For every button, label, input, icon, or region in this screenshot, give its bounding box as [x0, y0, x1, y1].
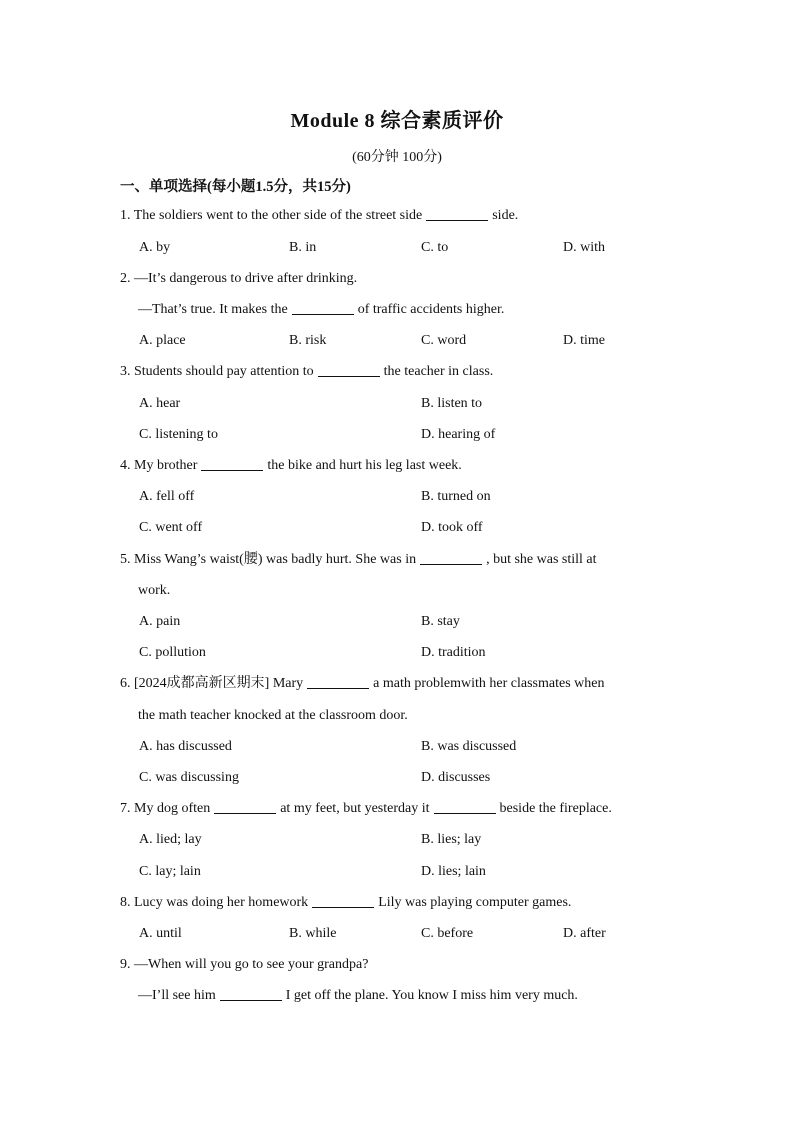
question-1-option-a: A. by [139, 240, 171, 255]
question-5-stem: 5. Miss Wang’s waist(腰) was badly hurt. She was in , but she was still at [120, 552, 597, 567]
question-1-option-d: D. with [563, 240, 605, 255]
answer-blank [201, 456, 263, 471]
question-7-stem: 7. My dog often at my feet, but yesterday it beside the fireplace. [120, 801, 612, 816]
question-5-option-c: C. pollution [139, 645, 206, 660]
question-4-option-d: D. took off [421, 520, 483, 535]
question-7-option-d: D. lies; lain [421, 864, 486, 879]
question-2-option-b: B. risk [289, 333, 327, 348]
question-8-option-a: A. until [139, 926, 182, 941]
time-and-score: (60分钟 100分) [352, 150, 442, 165]
question-2-stem: 2. —It’s dangerous to drive after drinking. [120, 271, 358, 286]
answer-blank [434, 799, 496, 814]
question-5-stem-continued: work. [138, 583, 171, 598]
question-4-option-c: C. went off [139, 520, 203, 535]
question-7-option-a: A. lied; lay [139, 832, 202, 847]
section-heading: 一、单项选择(每小题1.5分，共15分) [120, 179, 351, 195]
question-5-option-b: B. stay [421, 614, 460, 629]
answer-blank [312, 893, 374, 908]
question-4-option-a: A. fell off [139, 489, 195, 504]
answer-blank [420, 550, 482, 565]
question-9-response: —I’ll see him I get off the plane. You know I miss him very much. [138, 988, 578, 1003]
question-1-option-b: B. in [289, 240, 317, 255]
page-title: Module 8 综合素质评价 [290, 110, 504, 132]
question-6-stem-continued: the math teacher knocked at the classroom door. [138, 708, 408, 723]
question-3-stem: 3. Students should pay attention to the teacher in class. [120, 364, 494, 379]
question-1-option-c: C. to [421, 240, 449, 255]
question-4-option-b: B. turned on [421, 489, 491, 504]
question-2-option-d: D. time [563, 333, 605, 348]
answer-blank [318, 362, 380, 377]
question-6-option-c: C. was discussing [139, 770, 239, 785]
answer-blank [426, 206, 488, 221]
question-8-option-c: C. before [421, 926, 474, 941]
question-6-stem: 6. [2024成都高新区期末] Mary a math problemwith her classmates when [120, 676, 605, 691]
question-5-option-a: A. pain [139, 614, 181, 629]
question-2-option-c: C. word [421, 333, 467, 348]
question-5-option-d: D. tradition [421, 645, 486, 660]
question-8-option-d: D. after [563, 926, 606, 941]
answer-blank [214, 799, 276, 814]
answer-blank [292, 300, 354, 315]
question-8-option-b: B. while [289, 926, 337, 941]
question-8-stem: 8. Lucy was doing her homework Lily was playing computer games. [120, 895, 572, 910]
question-2-response: —That’s true. It makes the of traffic accidents higher. [138, 302, 505, 317]
question-2-option-a: A. place [139, 333, 186, 348]
question-6-option-d: D. discusses [421, 770, 491, 785]
question-3-option-b: B. listen to [421, 396, 483, 411]
question-1-stem: 1. The soldiers went to the other side of the street side side. [120, 208, 519, 223]
question-4-stem: 4. My brother the bike and hurt his leg last week. [120, 458, 462, 473]
question-7-option-b: B. lies; lay [421, 832, 482, 847]
question-3-option-c: C. listening to [139, 427, 218, 442]
question-3-option-a: A. hear [139, 396, 181, 411]
answer-blank [307, 674, 369, 689]
question-3-option-d: D. hearing of [421, 427, 496, 442]
question-9-stem: 9. —When will you go to see your grandpa? [120, 957, 369, 972]
question-6-option-b: B. was discussed [421, 739, 517, 754]
answer-blank [220, 986, 282, 1001]
question-6-option-a: A. has discussed [139, 739, 232, 754]
question-7-option-c: C. lay; lain [139, 864, 201, 879]
